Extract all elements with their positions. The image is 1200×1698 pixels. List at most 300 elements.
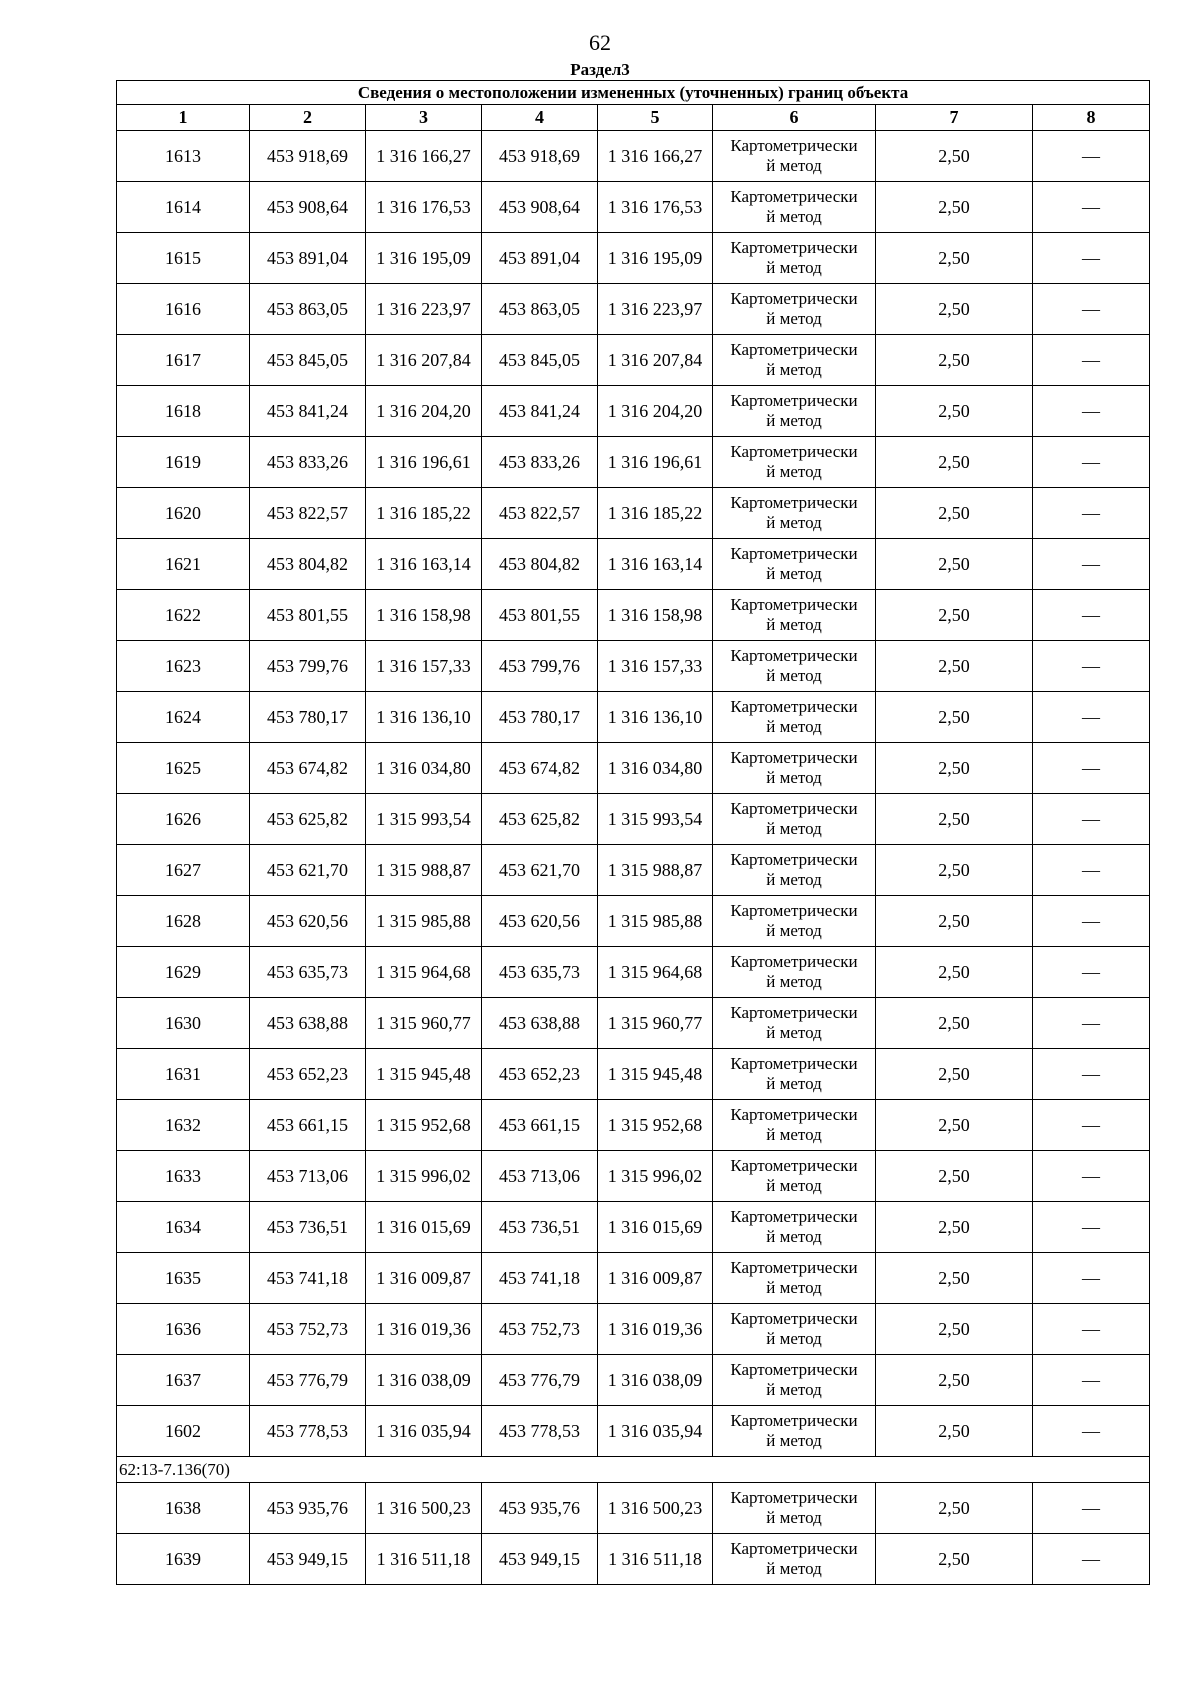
method-line: й метод bbox=[766, 207, 822, 226]
accuracy-value: 2,50 bbox=[876, 1049, 1033, 1100]
determination-method bbox=[713, 1151, 876, 1202]
y-coordinate-refined: 1 316 034,80 bbox=[598, 743, 713, 794]
point-id: 1619 bbox=[117, 437, 250, 488]
accuracy-value: 2,50 bbox=[876, 1304, 1033, 1355]
method-line: й метод bbox=[766, 258, 822, 277]
y-coordinate-existing: 1 316 223,97 bbox=[366, 284, 482, 335]
method-line: Картометрически bbox=[730, 1360, 858, 1379]
y-coordinate-refined: 1 315 988,87 bbox=[598, 845, 713, 896]
table-row bbox=[117, 845, 1150, 896]
x-coordinate-refined: 453 625,82 bbox=[482, 794, 598, 845]
y-coordinate-refined: 1 316 019,36 bbox=[598, 1304, 713, 1355]
x-coordinate-refined: 453 741,18 bbox=[482, 1253, 598, 1304]
table-row bbox=[117, 284, 1150, 335]
method-line: й метод bbox=[766, 309, 822, 328]
x-coordinate-refined: 453 736,51 bbox=[482, 1202, 598, 1253]
point-id: 1639 bbox=[117, 1534, 250, 1585]
x-coordinate-refined: 453 833,26 bbox=[482, 437, 598, 488]
boundary-coordinates-table bbox=[116, 80, 1150, 1585]
x-coordinate-existing: 453 625,82 bbox=[250, 794, 366, 845]
method-line: й метод bbox=[766, 819, 822, 838]
determination-method bbox=[713, 1253, 876, 1304]
method-line: й метод bbox=[766, 870, 822, 889]
note-cell: — bbox=[1033, 488, 1150, 539]
method-line: Картометрически bbox=[730, 748, 858, 767]
determination-method bbox=[713, 233, 876, 284]
note-cell: — bbox=[1033, 1483, 1150, 1534]
y-coordinate-refined: 1 316 136,10 bbox=[598, 692, 713, 743]
determination-method bbox=[713, 1100, 876, 1151]
method-line: й метод bbox=[766, 1125, 822, 1144]
table-caption-row bbox=[117, 81, 1150, 105]
determination-method bbox=[713, 131, 876, 182]
determination-method bbox=[713, 335, 876, 386]
accuracy-value: 2,50 bbox=[876, 1100, 1033, 1151]
table-caption: Сведения о местоположении измененных (уточненных) границ объекта bbox=[117, 81, 1150, 105]
table-row bbox=[117, 1253, 1150, 1304]
x-coordinate-existing: 453 891,04 bbox=[250, 233, 366, 284]
note-cell: — bbox=[1033, 131, 1150, 182]
method-line: Картометрически bbox=[730, 1207, 858, 1226]
x-coordinate-existing: 453 833,26 bbox=[250, 437, 366, 488]
method-line: Картометрически bbox=[730, 1258, 858, 1277]
x-coordinate-refined: 453 891,04 bbox=[482, 233, 598, 284]
point-id: 1621 bbox=[117, 539, 250, 590]
point-id: 1631 bbox=[117, 1049, 250, 1100]
x-coordinate-refined: 453 949,15 bbox=[482, 1534, 598, 1585]
x-coordinate-existing: 453 918,69 bbox=[250, 131, 366, 182]
accuracy-value: 2,50 bbox=[876, 692, 1033, 743]
method-line: Картометрически bbox=[730, 1054, 858, 1073]
method-line: Картометрически bbox=[730, 697, 858, 716]
method-line: й метод bbox=[766, 1559, 822, 1578]
x-coordinate-refined: 453 799,76 bbox=[482, 641, 598, 692]
y-coordinate-existing: 1 316 185,22 bbox=[366, 488, 482, 539]
y-coordinate-existing: 1 316 163,14 bbox=[366, 539, 482, 590]
accuracy-value: 2,50 bbox=[876, 998, 1033, 1049]
table-row bbox=[117, 386, 1150, 437]
method-line: й метод bbox=[766, 921, 822, 940]
y-coordinate-existing: 1 315 996,02 bbox=[366, 1151, 482, 1202]
method-line: Картометрически bbox=[730, 646, 858, 665]
accuracy-value: 2,50 bbox=[876, 590, 1033, 641]
determination-method bbox=[713, 641, 876, 692]
determination-method bbox=[713, 1483, 876, 1534]
determination-method bbox=[713, 947, 876, 998]
method-line: й метод bbox=[766, 513, 822, 532]
y-coordinate-existing: 1 316 207,84 bbox=[366, 335, 482, 386]
accuracy-value: 2,50 bbox=[876, 794, 1033, 845]
table-row bbox=[117, 539, 1150, 590]
determination-method bbox=[713, 845, 876, 896]
x-coordinate-existing: 453 780,17 bbox=[250, 692, 366, 743]
method-line: й метод bbox=[766, 1227, 822, 1246]
accuracy-value: 2,50 bbox=[876, 131, 1033, 182]
y-coordinate-existing: 1 316 034,80 bbox=[366, 743, 482, 794]
x-coordinate-existing: 453 635,73 bbox=[250, 947, 366, 998]
method-line: Картометрически bbox=[730, 952, 858, 971]
accuracy-value: 2,50 bbox=[876, 1534, 1033, 1585]
x-coordinate-existing: 453 841,24 bbox=[250, 386, 366, 437]
x-coordinate-existing: 453 949,15 bbox=[250, 1534, 366, 1585]
table-row bbox=[117, 1483, 1150, 1534]
table-row bbox=[117, 1304, 1150, 1355]
x-coordinate-refined: 453 804,82 bbox=[482, 539, 598, 590]
y-coordinate-refined: 1 316 176,53 bbox=[598, 182, 713, 233]
column-number: 2 bbox=[250, 105, 366, 131]
y-coordinate-existing: 1 316 204,20 bbox=[366, 386, 482, 437]
accuracy-value: 2,50 bbox=[876, 233, 1033, 284]
y-coordinate-existing: 1 316 500,23 bbox=[366, 1483, 482, 1534]
y-coordinate-refined: 1 315 996,02 bbox=[598, 1151, 713, 1202]
note-cell: — bbox=[1033, 539, 1150, 590]
note-cell: — bbox=[1033, 386, 1150, 437]
table-row bbox=[117, 1049, 1150, 1100]
table-row bbox=[117, 590, 1150, 641]
method-line: й метод bbox=[766, 1380, 822, 1399]
table-row bbox=[117, 1151, 1150, 1202]
method-line: Картометрически bbox=[730, 391, 858, 410]
x-coordinate-refined: 453 674,82 bbox=[482, 743, 598, 794]
point-id: 1616 bbox=[117, 284, 250, 335]
point-id: 1622 bbox=[117, 590, 250, 641]
method-line: й метод bbox=[766, 156, 822, 175]
accuracy-value: 2,50 bbox=[876, 845, 1033, 896]
determination-method bbox=[713, 1406, 876, 1457]
point-id: 1629 bbox=[117, 947, 250, 998]
x-coordinate-existing: 453 661,15 bbox=[250, 1100, 366, 1151]
point-id: 1626 bbox=[117, 794, 250, 845]
y-coordinate-refined: 1 316 207,84 bbox=[598, 335, 713, 386]
point-id: 1633 bbox=[117, 1151, 250, 1202]
x-coordinate-existing: 453 652,23 bbox=[250, 1049, 366, 1100]
point-id: 1602 bbox=[117, 1406, 250, 1457]
method-line: й метод bbox=[766, 1176, 822, 1195]
method-line: й метод bbox=[766, 1074, 822, 1093]
point-id: 1638 bbox=[117, 1483, 250, 1534]
method-line: й метод bbox=[766, 972, 822, 991]
y-coordinate-existing: 1 316 015,69 bbox=[366, 1202, 482, 1253]
accuracy-value: 2,50 bbox=[876, 1483, 1033, 1534]
method-line: й метод bbox=[766, 717, 822, 736]
note-cell: — bbox=[1033, 1406, 1150, 1457]
x-coordinate-existing: 453 778,53 bbox=[250, 1406, 366, 1457]
point-id: 1637 bbox=[117, 1355, 250, 1406]
y-coordinate-existing: 1 316 157,33 bbox=[366, 641, 482, 692]
x-coordinate-refined: 453 621,70 bbox=[482, 845, 598, 896]
y-coordinate-refined: 1 316 195,09 bbox=[598, 233, 713, 284]
x-coordinate-existing: 453 736,51 bbox=[250, 1202, 366, 1253]
method-line: й метод bbox=[766, 1431, 822, 1450]
determination-method bbox=[713, 794, 876, 845]
determination-method bbox=[713, 284, 876, 335]
group-row bbox=[117, 1457, 1150, 1483]
x-coordinate-refined: 453 801,55 bbox=[482, 590, 598, 641]
y-coordinate-existing: 1 316 195,09 bbox=[366, 233, 482, 284]
accuracy-value: 2,50 bbox=[876, 947, 1033, 998]
point-id: 1615 bbox=[117, 233, 250, 284]
method-line: Картометрически bbox=[730, 238, 858, 257]
y-coordinate-refined: 1 315 960,77 bbox=[598, 998, 713, 1049]
table-row bbox=[117, 641, 1150, 692]
x-coordinate-refined: 453 845,05 bbox=[482, 335, 598, 386]
table-row bbox=[117, 896, 1150, 947]
point-id: 1628 bbox=[117, 896, 250, 947]
accuracy-value: 2,50 bbox=[876, 896, 1033, 947]
method-line: й метод bbox=[766, 768, 822, 787]
method-line: й метод bbox=[766, 1278, 822, 1297]
y-coordinate-refined: 1 315 993,54 bbox=[598, 794, 713, 845]
y-coordinate-refined: 1 316 204,20 bbox=[598, 386, 713, 437]
x-coordinate-existing: 453 620,56 bbox=[250, 896, 366, 947]
table-row bbox=[117, 233, 1150, 284]
x-coordinate-refined: 453 635,73 bbox=[482, 947, 598, 998]
x-coordinate-refined: 453 822,57 bbox=[482, 488, 598, 539]
table-row bbox=[117, 437, 1150, 488]
x-coordinate-refined: 453 780,17 bbox=[482, 692, 598, 743]
y-coordinate-refined: 1 316 015,69 bbox=[598, 1202, 713, 1253]
column-number: 6 bbox=[713, 105, 876, 131]
x-coordinate-existing: 453 801,55 bbox=[250, 590, 366, 641]
table-row bbox=[117, 1534, 1150, 1585]
y-coordinate-refined: 1 315 985,88 bbox=[598, 896, 713, 947]
note-cell: — bbox=[1033, 590, 1150, 641]
y-coordinate-refined: 1 316 511,18 bbox=[598, 1534, 713, 1585]
x-coordinate-refined: 453 776,79 bbox=[482, 1355, 598, 1406]
determination-method bbox=[713, 1202, 876, 1253]
column-number: 8 bbox=[1033, 105, 1150, 131]
point-id: 1624 bbox=[117, 692, 250, 743]
y-coordinate-existing: 1 315 993,54 bbox=[366, 794, 482, 845]
table-row bbox=[117, 1100, 1150, 1151]
method-line: Картометрически bbox=[730, 1003, 858, 1022]
method-line: й метод bbox=[766, 1023, 822, 1042]
column-number: 4 bbox=[482, 105, 598, 131]
method-line: Картометрически bbox=[730, 493, 858, 512]
y-coordinate-refined: 1 316 038,09 bbox=[598, 1355, 713, 1406]
point-id: 1627 bbox=[117, 845, 250, 896]
y-coordinate-refined: 1 316 157,33 bbox=[598, 641, 713, 692]
method-line: Картометрически bbox=[730, 1156, 858, 1175]
section-label: Раздел3 bbox=[570, 60, 630, 79]
method-line: й метод bbox=[766, 1329, 822, 1348]
determination-method bbox=[713, 182, 876, 233]
method-line: Картометрически bbox=[730, 340, 858, 359]
y-coordinate-existing: 1 315 945,48 bbox=[366, 1049, 482, 1100]
determination-method bbox=[713, 1534, 876, 1585]
x-coordinate-refined: 453 652,23 bbox=[482, 1049, 598, 1100]
y-coordinate-existing: 1 316 019,36 bbox=[366, 1304, 482, 1355]
accuracy-value: 2,50 bbox=[876, 1253, 1033, 1304]
note-cell: — bbox=[1033, 947, 1150, 998]
point-id: 1625 bbox=[117, 743, 250, 794]
note-cell: — bbox=[1033, 1253, 1150, 1304]
determination-method bbox=[713, 386, 876, 437]
y-coordinate-refined: 1 316 166,27 bbox=[598, 131, 713, 182]
accuracy-value: 2,50 bbox=[876, 1406, 1033, 1457]
point-id: 1630 bbox=[117, 998, 250, 1049]
point-id: 1613 bbox=[117, 131, 250, 182]
method-line: й метод bbox=[766, 666, 822, 685]
note-cell: — bbox=[1033, 1100, 1150, 1151]
method-line: Картометрически bbox=[730, 901, 858, 920]
y-coordinate-refined: 1 316 185,22 bbox=[598, 488, 713, 539]
determination-method bbox=[713, 1304, 876, 1355]
y-coordinate-existing: 1 316 038,09 bbox=[366, 1355, 482, 1406]
determination-method bbox=[713, 1355, 876, 1406]
table-row bbox=[117, 131, 1150, 182]
x-coordinate-existing: 453 799,76 bbox=[250, 641, 366, 692]
group-label: 62:13-7.136(70) bbox=[117, 1457, 1150, 1483]
x-coordinate-refined: 453 752,73 bbox=[482, 1304, 598, 1355]
x-coordinate-existing: 453 908,64 bbox=[250, 182, 366, 233]
column-number: 3 bbox=[366, 105, 482, 131]
note-cell: — bbox=[1033, 1534, 1150, 1585]
note-cell: — bbox=[1033, 233, 1150, 284]
accuracy-value: 2,50 bbox=[876, 437, 1033, 488]
point-id: 1620 bbox=[117, 488, 250, 539]
x-coordinate-existing: 453 741,18 bbox=[250, 1253, 366, 1304]
column-number-row bbox=[117, 105, 1150, 131]
y-coordinate-refined: 1 315 952,68 bbox=[598, 1100, 713, 1151]
y-coordinate-refined: 1 316 163,14 bbox=[598, 539, 713, 590]
method-line: Картометрически bbox=[730, 442, 858, 461]
accuracy-value: 2,50 bbox=[876, 539, 1033, 590]
table-row bbox=[117, 1355, 1150, 1406]
note-cell: — bbox=[1033, 692, 1150, 743]
column-number: 1 bbox=[117, 105, 250, 131]
y-coordinate-refined: 1 316 500,23 bbox=[598, 1483, 713, 1534]
y-coordinate-existing: 1 316 166,27 bbox=[366, 131, 482, 182]
method-line: Картометрически bbox=[730, 187, 858, 206]
point-id: 1636 bbox=[117, 1304, 250, 1355]
x-coordinate-existing: 453 621,70 bbox=[250, 845, 366, 896]
x-coordinate-existing: 453 638,88 bbox=[250, 998, 366, 1049]
method-line: й метод bbox=[766, 1508, 822, 1527]
point-id: 1635 bbox=[117, 1253, 250, 1304]
note-cell: — bbox=[1033, 284, 1150, 335]
method-line: Картометрически bbox=[730, 850, 858, 869]
x-coordinate-existing: 453 752,73 bbox=[250, 1304, 366, 1355]
accuracy-value: 2,50 bbox=[876, 641, 1033, 692]
method-line: Картометрически bbox=[730, 799, 858, 818]
y-coordinate-existing: 1 316 158,98 bbox=[366, 590, 482, 641]
y-coordinate-existing: 1 315 964,68 bbox=[366, 947, 482, 998]
method-line: Картометрически bbox=[730, 544, 858, 563]
x-coordinate-existing: 453 822,57 bbox=[250, 488, 366, 539]
y-coordinate-existing: 1 316 136,10 bbox=[366, 692, 482, 743]
y-coordinate-existing: 1 316 196,61 bbox=[366, 437, 482, 488]
y-coordinate-refined: 1 316 158,98 bbox=[598, 590, 713, 641]
y-coordinate-refined: 1 316 009,87 bbox=[598, 1253, 713, 1304]
method-line: й метод bbox=[766, 564, 822, 583]
note-cell: — bbox=[1033, 1304, 1150, 1355]
note-cell: — bbox=[1033, 1355, 1150, 1406]
page-number: 62 bbox=[589, 30, 611, 55]
method-line: Картометрически bbox=[730, 289, 858, 308]
method-line: Картометрически bbox=[730, 1488, 858, 1507]
note-cell: — bbox=[1033, 845, 1150, 896]
x-coordinate-refined: 453 908,64 bbox=[482, 182, 598, 233]
y-coordinate-existing: 1 315 960,77 bbox=[366, 998, 482, 1049]
table-row bbox=[117, 1406, 1150, 1457]
note-cell: — bbox=[1033, 743, 1150, 794]
method-line: й метод bbox=[766, 360, 822, 379]
point-id: 1634 bbox=[117, 1202, 250, 1253]
table-body bbox=[117, 81, 1150, 1585]
x-coordinate-refined: 453 778,53 bbox=[482, 1406, 598, 1457]
method-line: й метод bbox=[766, 462, 822, 481]
method-line: Картометрически bbox=[730, 136, 858, 155]
determination-method bbox=[713, 896, 876, 947]
table-row bbox=[117, 794, 1150, 845]
point-id: 1618 bbox=[117, 386, 250, 437]
x-coordinate-refined: 453 918,69 bbox=[482, 131, 598, 182]
method-line: Картометрически bbox=[730, 1539, 858, 1558]
x-coordinate-existing: 453 935,76 bbox=[250, 1483, 366, 1534]
note-cell: — bbox=[1033, 794, 1150, 845]
method-line: й метод bbox=[766, 615, 822, 634]
method-line: й метод bbox=[766, 411, 822, 430]
determination-method bbox=[713, 437, 876, 488]
x-coordinate-refined: 453 841,24 bbox=[482, 386, 598, 437]
note-cell: — bbox=[1033, 1202, 1150, 1253]
x-coordinate-existing: 453 713,06 bbox=[250, 1151, 366, 1202]
y-coordinate-refined: 1 316 196,61 bbox=[598, 437, 713, 488]
note-cell: — bbox=[1033, 998, 1150, 1049]
method-line: Картометрически bbox=[730, 595, 858, 614]
note-cell: — bbox=[1033, 641, 1150, 692]
accuracy-value: 2,50 bbox=[876, 284, 1033, 335]
determination-method bbox=[713, 590, 876, 641]
accuracy-value: 2,50 bbox=[876, 743, 1033, 794]
column-number: 7 bbox=[876, 105, 1033, 131]
determination-method bbox=[713, 539, 876, 590]
note-cell: — bbox=[1033, 335, 1150, 386]
x-coordinate-refined: 453 863,05 bbox=[482, 284, 598, 335]
table-row bbox=[117, 692, 1150, 743]
note-cell: — bbox=[1033, 182, 1150, 233]
column-number: 5 bbox=[598, 105, 713, 131]
y-coordinate-existing: 1 316 009,87 bbox=[366, 1253, 482, 1304]
y-coordinate-existing: 1 315 985,88 bbox=[366, 896, 482, 947]
point-id: 1614 bbox=[117, 182, 250, 233]
y-coordinate-refined: 1 315 945,48 bbox=[598, 1049, 713, 1100]
determination-method bbox=[713, 998, 876, 1049]
accuracy-value: 2,50 bbox=[876, 1151, 1033, 1202]
point-id: 1623 bbox=[117, 641, 250, 692]
x-coordinate-refined: 453 661,15 bbox=[482, 1100, 598, 1151]
y-coordinate-existing: 1 315 988,87 bbox=[366, 845, 482, 896]
x-coordinate-refined: 453 638,88 bbox=[482, 998, 598, 1049]
note-cell: — bbox=[1033, 896, 1150, 947]
table-row bbox=[117, 743, 1150, 794]
accuracy-value: 2,50 bbox=[876, 386, 1033, 437]
table-row bbox=[117, 1202, 1150, 1253]
table-row bbox=[117, 947, 1150, 998]
determination-method bbox=[713, 743, 876, 794]
x-coordinate-existing: 453 845,05 bbox=[250, 335, 366, 386]
note-cell: — bbox=[1033, 1049, 1150, 1100]
accuracy-value: 2,50 bbox=[876, 1355, 1033, 1406]
method-line: Картометрически bbox=[730, 1309, 858, 1328]
x-coordinate-refined: 453 620,56 bbox=[482, 896, 598, 947]
method-line: Картометрически bbox=[730, 1105, 858, 1124]
method-line: Картометрически bbox=[730, 1411, 858, 1430]
y-coordinate-refined: 1 315 964,68 bbox=[598, 947, 713, 998]
x-coordinate-refined: 453 935,76 bbox=[482, 1483, 598, 1534]
determination-method bbox=[713, 692, 876, 743]
